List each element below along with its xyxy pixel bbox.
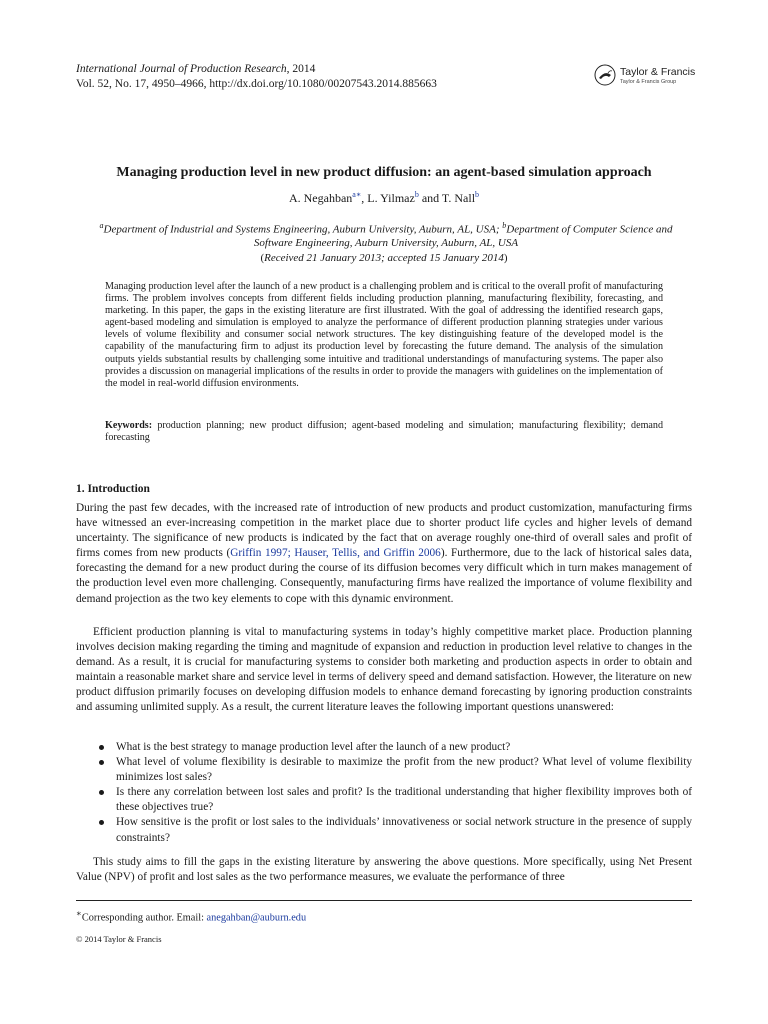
- author-affiliation-mark[interactable]: a∗: [352, 190, 362, 199]
- abstract: Managing production level after the launch of a new product is a challenging problem and is critical to the overall profit of manufacturing firms. The problem involves concepts from different fields including production planning, manufacturing flexibility, forecasting, and marketing. In this paper, the gaps in the existing literature are first illustrated. With the goal of addressing the identified research gaps, agent-based modeling and simulation is employed to analyze the performance of different production planning strategies under various levels of volume flexibility and consumer social network structures. The key distinguishing feature of the developed model is the capability of the manufacturing firm to adjust its production level by forecasting the future demand. The analysis of the simulation outputs yields substantial results by challenging some intuitive and traditional understandings of manufacturing systems. The paper also provides a discussion on managerial implications of the results in order to provide the managers with guidelines on the implementation of the model in real-world diffusion environments.: [105, 281, 663, 389]
- paragraph-text: ). Furthermore, due to the lack of historical sales data, forecasting the demand for a new product during the course of its diffusion becomes very difficult which in turn makes management of the production level even more challenging. Consequently, manufacturing firms have realized the importance of volume flexibility and demand projection as the two key elements to cope with this dynamic environment.: [76, 547, 693, 605]
- affiliation-a: Department of Industrial and Systems Engineering, Auburn University, Auburn, AL, USA;: [103, 223, 503, 236]
- bullet-icon: [99, 790, 104, 795]
- list-item-text: Is there any correlation between lost sales and profit? Is the traditional understanding that higher flexibility improves both of these objectives true?: [116, 786, 692, 814]
- paren-open: (: [260, 252, 265, 264]
- author-email-link[interactable]: anegahban@auburn.edu: [206, 912, 307, 924]
- author-list: [0, 190, 768, 206]
- paragraph-text: During the past few decades, with the increased rate of introduction of new products and product customization, manufacturing firms have witnessed an ever-increasing competition in the market place due to shorter product life cycles and higher levels of demand uncertainty. The significance of new products is indicated by the fact that on average roughly one-third of overall sales and profit of firms comes from new products (: [76, 502, 692, 560]
- section-heading-introduction: 1. Introduction: [76, 483, 150, 495]
- journal-citation-line: [76, 62, 437, 77]
- list-item-text: What level of volume flexibility is desirable to maximize the profit from the new product? What level of volume flexibility minimizes lost sales?: [116, 756, 692, 784]
- list-item-text: How sensitive is the profit or lost sales to the individuals’ innovativeness or social network structure in the presence of supply constraints?: [116, 816, 692, 844]
- publisher-logo: [594, 64, 704, 90]
- author-separator: and: [418, 191, 442, 205]
- affiliation-b: Department of Computer Science and Software Engineering, Auburn University, Auburn, AL, USA: [253, 223, 673, 250]
- footnote: [76, 908, 306, 923]
- publisher-group: Taylor & Francis Group: [620, 79, 677, 85]
- footnote-label: Corresponding author. Email:: [81, 912, 207, 924]
- list-item: [98, 740, 692, 755]
- list-item: [98, 755, 692, 785]
- volume-doi-line[interactable]: Vol. 52, No. 17, 4950–4966, http://dx.doi.org/10.1080/00207543.2014.885663: [76, 78, 437, 90]
- received-dates: [0, 252, 768, 264]
- affiliation-mark-b: b: [502, 221, 507, 230]
- journal-name: International Journal of Production Research: [76, 63, 287, 75]
- bullet-icon: [99, 820, 104, 825]
- publisher-name: Taylor & Francis: [620, 66, 696, 78]
- affiliations: [86, 219, 686, 251]
- list-item-text: What is the best strategy to manage production level after the launch of a new product?: [116, 741, 511, 753]
- citation-link[interactable]: Griffin 1997; Hauser, Tellis, and Griffin 2006: [230, 547, 441, 560]
- research-questions-list: [98, 740, 692, 846]
- author-separator: ,: [361, 191, 368, 205]
- keywords: [105, 420, 663, 444]
- keywords-list: production planning; new product diffusion; agent-based modeling and simulation; manufacturing flexibility; demand forecasting: [105, 420, 663, 444]
- article-title: Managing production level in new product diffusion: an agent-based simulation approach: [116, 165, 652, 180]
- author-affiliation-mark[interactable]: b: [414, 190, 419, 199]
- footnote-divider: [76, 900, 692, 901]
- intro-paragraph-1: [76, 501, 692, 607]
- affiliation-mark-a: a: [99, 221, 104, 230]
- bullet-icon: [99, 760, 104, 765]
- bullet-icon: [99, 745, 104, 750]
- paren-close: ): [503, 252, 508, 264]
- journal-header: [76, 62, 437, 92]
- intro-paragraph-3: This study aims to fill the gaps in the existing literature by answering the above questions. More specifically, using Net Present Value (NPV) of profit and lost sales as the two performance measures, we evaluate the performance of three: [76, 856, 692, 884]
- author-name: T. Nall: [441, 191, 476, 205]
- author-name: A. Negahban: [288, 191, 353, 205]
- author-name: L. Yilmaz: [367, 191, 415, 205]
- list-item: [98, 815, 692, 845]
- author-affiliation-mark[interactable]: b: [475, 190, 480, 199]
- keywords-label: Keywords:: [105, 420, 153, 431]
- received-text: Received 21 January 2013; accepted 15 January 2014: [264, 252, 504, 264]
- copyright: © 2014 Taylor & Francis: [76, 934, 162, 944]
- publisher-lamp-icon: [594, 64, 616, 86]
- journal-year: , 2014: [286, 63, 316, 75]
- list-item: [98, 785, 692, 815]
- intro-paragraph-2: Efficient production planning is vital to manufacturing systems in today’s highly competitive market place. Production planning involves decision making regarding the timing and magnitude of expansion and reduction in production level relative to changes in the demand. As a result, it is crucial for manufacturing systems to consider both marketing and production aspects in order to obtain and maintain a reasonable market share and service level in terms of delivery speed and demand satisfaction. However, the literature on new product diffusion primarily focuses on developing diffusion models to enhance demand forecasting by ignoring production constraints and assuming unlimited supply. As a result, the current literature leaves the following important questions unanswered:: [76, 626, 692, 714]
- footnote-mark: ∗: [76, 908, 82, 918]
